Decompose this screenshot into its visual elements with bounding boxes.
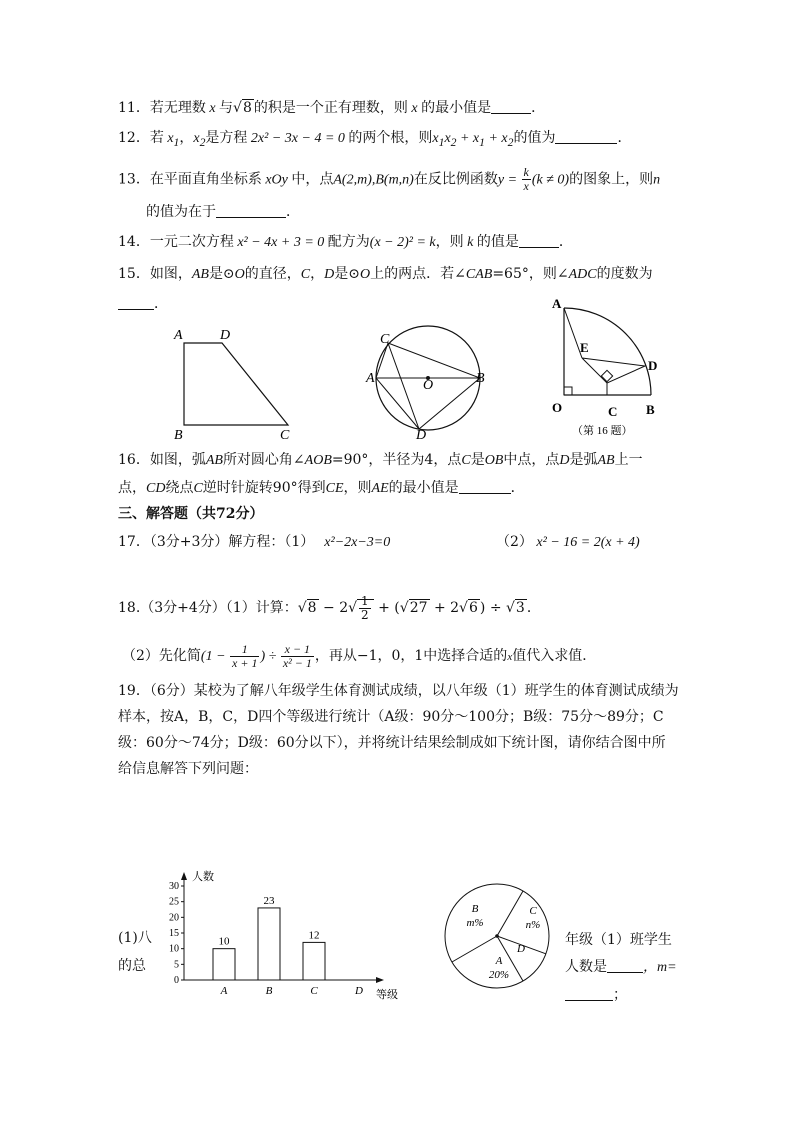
label-b: B bbox=[646, 402, 655, 417]
bar-value-label: 10 bbox=[218, 935, 230, 948]
label-a: A bbox=[366, 371, 375, 386]
question-19-left-2: 的总 bbox=[118, 958, 146, 974]
bar-chart bbox=[160, 866, 410, 1006]
y-tick-label: 30 bbox=[169, 881, 179, 892]
x-tick-label: D bbox=[355, 985, 363, 997]
y-tick-label: 15 bbox=[169, 928, 179, 939]
y-tick-label: 0 bbox=[174, 975, 179, 986]
y-tick-label: 5 bbox=[174, 959, 179, 971]
label-d: D bbox=[416, 428, 427, 443]
question-17-part2: （2） x² − 16 = 2(x + 4) bbox=[496, 534, 640, 550]
right-angle-c bbox=[601, 370, 612, 381]
bar-value-label: 23 bbox=[263, 894, 275, 907]
question-19-line2: 样本，按A，B，C，D四个等级进行统计（A级：90分～100分；B级：75分～89分；C bbox=[118, 709, 664, 725]
arc-ab bbox=[564, 308, 651, 395]
label-c: C bbox=[280, 428, 290, 443]
question-19-line4: 给信息解答下列问题： bbox=[118, 761, 258, 777]
question-19-line3: 级：60分～74分；D级：60分以下），并将统计结果绘制成如下统计图，请你结合图中所 bbox=[118, 735, 666, 751]
question-12: 12．若 $x_1$，$x_2$是方程 2x² − 3x − 4 = 0 的两个根，则$x_1x_2 + x_1 + x_2$的值为 ． bbox=[118, 130, 632, 149]
x-tick-label: A bbox=[220, 985, 228, 997]
pie-slice-label: C bbox=[529, 905, 537, 917]
y-tick-label: 25 bbox=[169, 896, 179, 908]
question-15-line2: ． bbox=[118, 294, 168, 314]
pie-slice-value: 20% bbox=[488, 969, 510, 981]
right-angle-o bbox=[564, 387, 572, 395]
pie-slice-label: D bbox=[517, 943, 525, 955]
question-19-right-2: 人数是 ，m= bbox=[565, 959, 677, 975]
label-c: C bbox=[380, 332, 390, 347]
pie-slice-value: m% bbox=[466, 917, 484, 929]
question-19-line1: 19．（6分）某校为了解八年级学生体育测试成绩，以八年级（1）班学生的体育测试成绩为 bbox=[118, 683, 679, 699]
y-axis-arrow bbox=[181, 872, 187, 880]
pie-slice-label: A bbox=[495, 955, 503, 967]
triangle-ecd bbox=[582, 358, 645, 383]
y-tick-label: 20 bbox=[169, 912, 179, 924]
label-o: O bbox=[423, 378, 434, 393]
bar bbox=[303, 942, 325, 980]
trapezoid-shape bbox=[184, 343, 288, 425]
figure-caption: （第 16 题） bbox=[572, 425, 633, 437]
bar-value-label: 12 bbox=[308, 929, 320, 942]
label-a: A bbox=[174, 328, 183, 343]
question-19-right-3: ； bbox=[565, 985, 627, 1005]
label-c: C bbox=[608, 404, 618, 419]
question-17: 17．（3分+3分）解方程：（1） x²−2x−3=0 bbox=[118, 534, 391, 550]
question-15: 15．如图，AB是⊙O的直径，C，D是⊙O上的两点．若∠CAB=65°，则∠ADC的度数为 bbox=[118, 266, 653, 282]
y-tick-label: 10 bbox=[169, 943, 179, 955]
figure-quarter-arc bbox=[550, 298, 670, 438]
figure-circle bbox=[360, 325, 500, 445]
pie-slice-value: n% bbox=[525, 919, 541, 931]
x-axis-label: 等级 bbox=[376, 989, 398, 1001]
x-tick-label: B bbox=[265, 985, 273, 997]
pie-chart bbox=[440, 878, 560, 998]
label-d: D bbox=[220, 328, 231, 343]
label-b: B bbox=[174, 428, 183, 443]
pie-slice-label: B bbox=[471, 903, 479, 915]
question-14: 14．一元二次方程 x² − 4x + 3 = 0 配方为(x − 2)² = k，则 k 的值是 ． bbox=[118, 234, 573, 250]
question-13: 13．在平面直角坐标系 xOy 中，点A(2,m),B(m,n)在反比例函数y = $\frac{k}{x}$ (k ≠ 0)的图象上，则n bbox=[118, 165, 661, 193]
bar bbox=[213, 949, 235, 980]
x-axis-arrow bbox=[376, 977, 384, 983]
question-18-part2: （2）先化简(1 − $\frac{1}{x + 1}$ ) ÷ $\frac{x - 1}{\text{x² − 1}}$ ，再从−1，0，1中选择合适的x值代入求值． bbox=[122, 641, 597, 670]
y-axis-label: 人数 bbox=[192, 871, 214, 883]
label-e: E bbox=[580, 340, 589, 355]
question-16: 16．如图，弧AB所对圆心角∠AOB=90°，半径为4，点C是OB中点，点D是弧AB上一 bbox=[118, 452, 643, 468]
label-a: A bbox=[552, 296, 562, 311]
section-title: 三、解答题（共72分） bbox=[118, 506, 264, 522]
bar bbox=[258, 908, 280, 980]
question-11: 11．若无理数 x 与√8 的积是一个正有理数，则 x 的最小值是 ． bbox=[118, 100, 546, 116]
question-16-line2: 点，CD绕点C逆时针旋转90°得到CE，则AE的最小值是 ． bbox=[118, 480, 525, 496]
question-18: 18.（3分+4分）（1）计算：√8 − 2√ $\frac{1}{2}$ + (√27 + 2√6 ) ÷ √3 ． bbox=[118, 593, 541, 622]
question-13-line2: 的值为在于 ． bbox=[146, 204, 300, 220]
pie-center bbox=[495, 934, 499, 938]
label-d: D bbox=[648, 358, 658, 373]
label-b: B bbox=[476, 371, 485, 386]
question-19-left-1: (1)八 bbox=[118, 930, 152, 946]
question-19-right-1: 年级（1）班学生 bbox=[565, 932, 672, 948]
pie-divider bbox=[452, 936, 497, 962]
x-tick-label: C bbox=[310, 985, 318, 997]
label-o: O bbox=[552, 400, 563, 415]
figure-trapezoid bbox=[170, 325, 300, 445]
pie-divider bbox=[497, 891, 523, 936]
